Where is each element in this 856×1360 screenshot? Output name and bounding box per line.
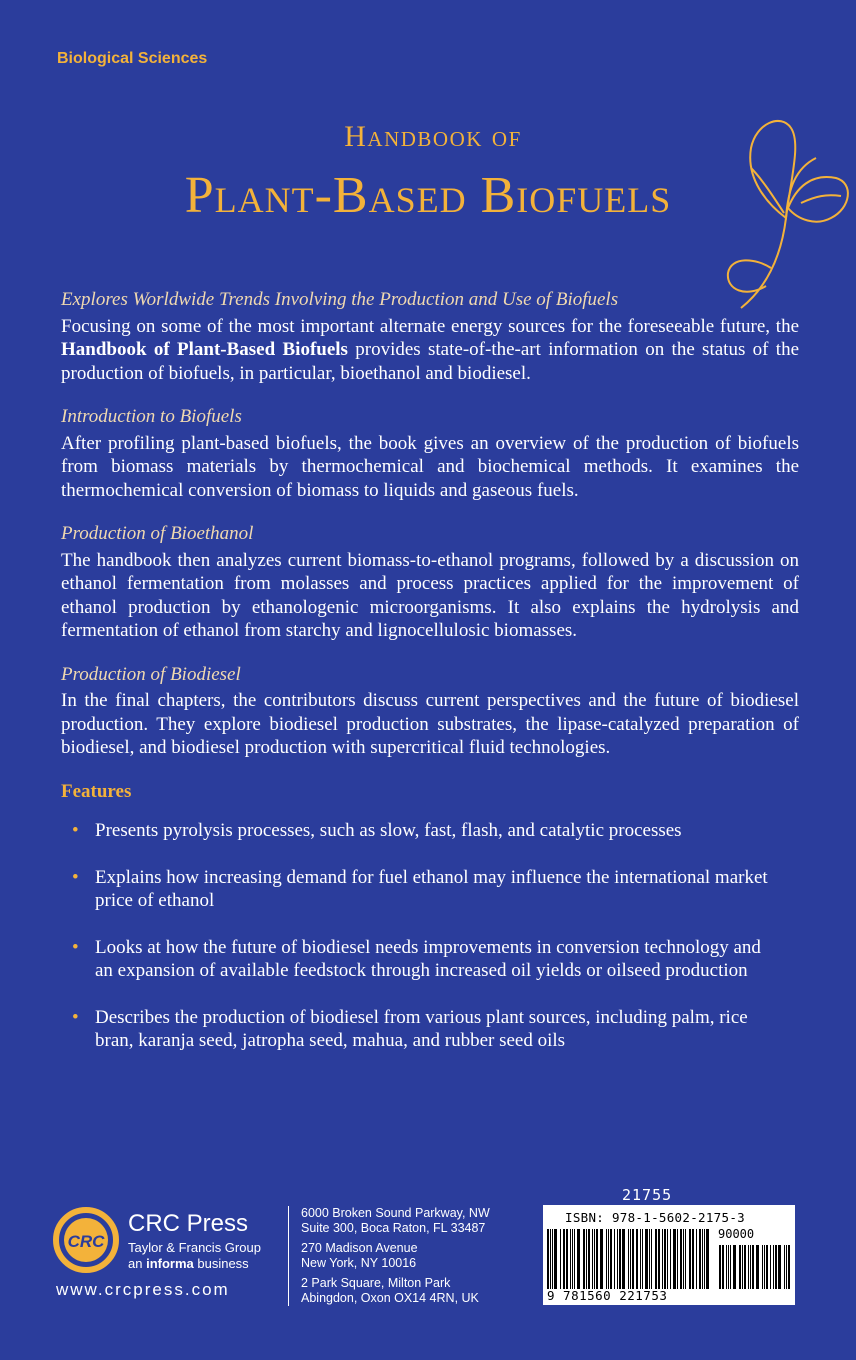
list-item [72, 936, 771, 983]
ean-text: 9 781560 221753 [547, 1288, 668, 1303]
section-introduction [61, 405, 799, 502]
body-text: Focusing on some of the most important alternate energy sources for the foreseeable future, the [61, 315, 799, 337]
section-heading: Explores Worldwide Trends Involving the Production and Use of Biofuels [61, 289, 619, 310]
list-item [72, 819, 771, 843]
business-prefix: an [128, 1256, 147, 1271]
section-heading: Production of Bioethanol [61, 523, 254, 544]
bullet-icon: • [72, 820, 79, 841]
address-line: Abingdon, Oxon OX14 4RN, UK [301, 1291, 479, 1305]
publisher-group [128, 1240, 261, 1272]
section-overview [61, 288, 799, 385]
leaf-illustration [726, 108, 856, 318]
list-item [72, 1006, 771, 1053]
publisher-url[interactable]: www.crcpress.com [56, 1280, 230, 1299]
section-body: The handbook then analyzes current biomass-to-ethanol programs, followed by a discussion on ethanol fermentation from molasses and process practices applied for the improvement of ethanol production by ethanologenic microorganisms. It also explains the hydrolysis and fermentation of ethanol from starchy and lignocellulosic biomasses. [61, 549, 799, 641]
body-text: provides state-of-the-art information on the status of the production of biofuels, in particular, bioethanol and biodiesel. [61, 339, 800, 384]
logo-text: CRC [67, 1232, 105, 1251]
bullet-icon: • [72, 936, 79, 958]
section-body [61, 315, 799, 386]
list-item [72, 866, 771, 913]
section-body: After profiling plant-based biofuels, the book gives an overview of the production of biofuels from biomass materials by thermochemical and biochemical methods. It examines the thermochemical conversion of biomass to liquids and gaseous fuels. [61, 432, 799, 501]
book-title-inline: Handbook of Plant-Based Biofuels [61, 339, 348, 360]
bullet-icon: • [72, 866, 79, 888]
section-bioethanol [61, 522, 799, 643]
group-name: Taylor & Francis Group [128, 1240, 261, 1255]
business-bold: informa [146, 1256, 194, 1271]
isbn-text: ISBN: 978-1-5602-2175-3 [565, 1210, 745, 1225]
features-list [61, 819, 799, 1053]
address-line: 270 Madison Avenue [301, 1241, 418, 1255]
section-biodiesel [61, 663, 799, 760]
address-line: 2 Park Square, Milton Park [301, 1276, 451, 1290]
feature-text: Describes the production of biodiesel from various plant sources, including palm, rice bran, karanja seed, jatropha seed, mahua, and rubber seed oils [95, 1006, 748, 1051]
feature-text: Explains how increasing demand for fuel ethanol may influence the international market price of ethanol [95, 866, 768, 911]
category-label: Biological Sciences [57, 50, 208, 67]
feature-text: Looks at how the future of biodiesel needs improvements in conversion technology and an expansion of available feedstock through increased oil yields or oilseed production [95, 936, 761, 981]
catalog-number: 21755 [622, 1186, 673, 1204]
address-line: 6000 Broken Sound Parkway, NW [301, 1206, 490, 1220]
section-heading: Introduction to Biofuels [61, 406, 242, 427]
publisher-addresses [301, 1206, 490, 1306]
publisher-name: CRC Press [128, 1210, 249, 1237]
business-line [128, 1256, 261, 1272]
section-body: In the final chapters, the contributors discuss current perspectives and the future of biodiesel production. They explore biodiesel production substrates, the lipase-catalyzed preparation of biodiesel, and biodiesel production with supercritical fluid technologies. [61, 690, 799, 758]
features-heading: Features [61, 780, 132, 802]
address-line: Suite 300, Boca Raton, FL 33487 [301, 1221, 486, 1235]
divider [288, 1206, 289, 1306]
book-title: Plant-Based Biofuels [184, 167, 672, 224]
feature-text: Presents pyrolysis processes, such as slow, fast, flash, and catalytic processes [95, 820, 682, 841]
business-suffix: business [193, 1256, 249, 1271]
price-code: 90000 [718, 1227, 755, 1241]
section-heading: Production of Biodiesel [61, 663, 241, 685]
barcode [543, 1205, 795, 1305]
crc-logo-icon [52, 1206, 120, 1274]
title-line-1: Handbook of [344, 120, 522, 153]
description [61, 288, 799, 1076]
address-line: New York, NY 10016 [301, 1256, 417, 1270]
bullet-icon: • [72, 1006, 79, 1028]
